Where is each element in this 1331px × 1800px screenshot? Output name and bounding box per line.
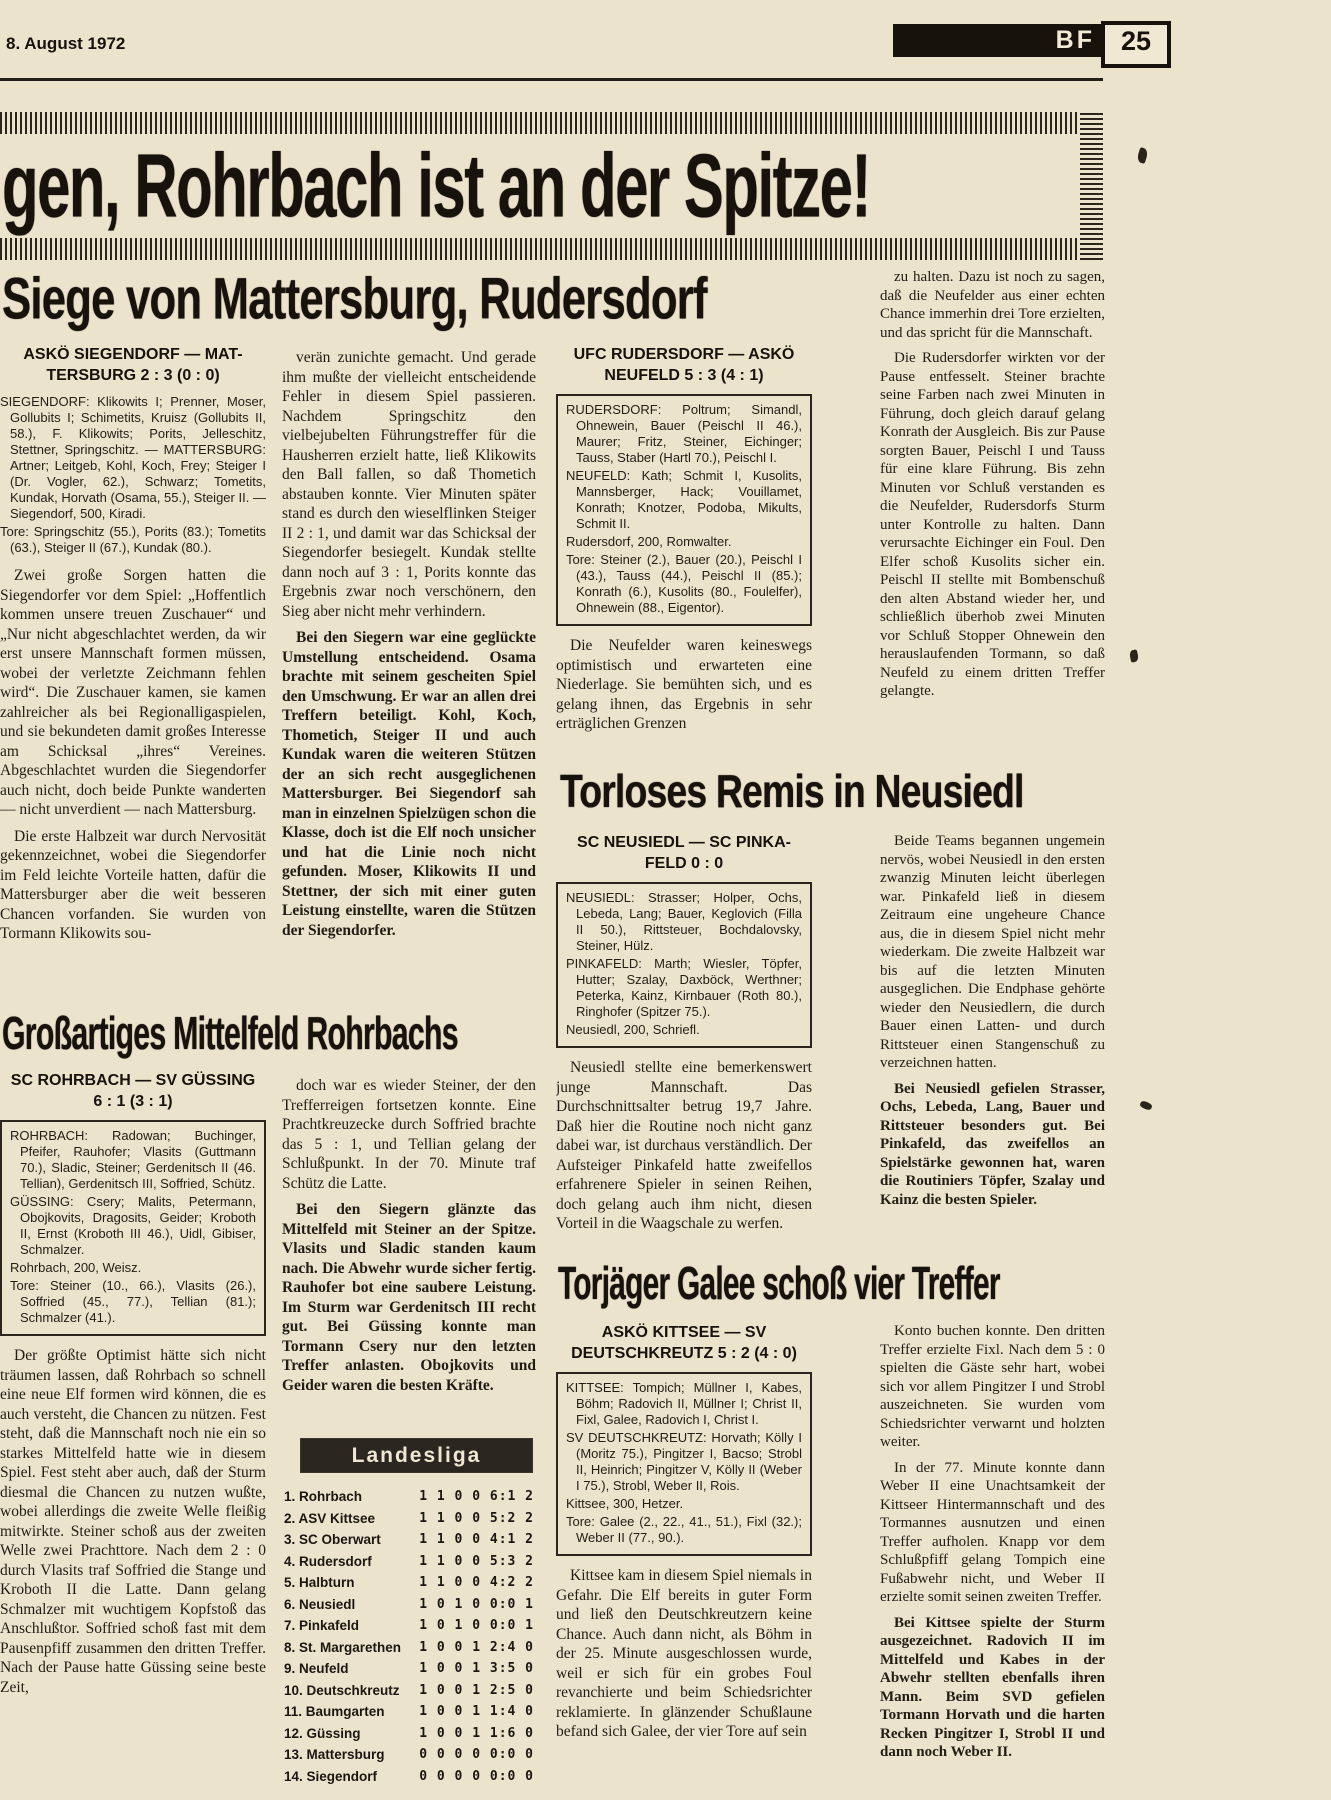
lineup-goals: Tore: Steiner (2.), Bauer (20.), Peischl I (43.), Tauss (44.), Peischl II (85.); Konrath (6.), Kusolits (80., Foulelfer), Ohnewein (88., Eigentor).: [566, 552, 802, 615]
lineup-team-home: KITTSEE: Tompich; Müllner I, Kabes, Böhm; Radovich II, Müllner I; Christ II, Fixl, Galee, Radovich I, Christ I.: [566, 1380, 802, 1427]
body-paragraph: In der 77. Minute konnte dann Weber II eine Unachtsamkeit der Kittseer Hintermannschaft und des Tormannes ausnutzen und einen Treffer aufholen. Knapp vor dem Schlußpfiff gelang Tompich eine Fußabwehr nicht, und Weber II erzielte somit seinen zweiten Treffer.: [880, 1459, 1105, 1605]
team-record: 1 0 1 0 0:0 1: [419, 1596, 534, 1612]
article-rudersdorf-col4: [880, 268, 1105, 762]
banner-headline: gen, Rohrbach ist an der Spitze!: [2, 136, 870, 237]
team-record: 0 0 0 0 0:0 0: [419, 1747, 534, 1762]
team-name: 4. Rudersdorf: [284, 1553, 372, 1569]
article-rudersdorf-col3: [556, 344, 812, 764]
ink-speck: [1136, 147, 1149, 164]
table-row: [284, 1701, 534, 1723]
table-row: [284, 1529, 534, 1551]
lead-headline: Siege von Mattersburg, Rudersdorf: [2, 264, 707, 332]
table-row: [284, 1508, 534, 1530]
match-subhead-rudersdorf: [556, 344, 812, 386]
article-neusiedl-col3: [556, 832, 812, 1254]
lineup-team-away: PINKAFELD: Marth; Wiesler, Töpfer, Hutter; Szalay, Daxböck, Werthner; Peterka, Kainz, Kirnbauer (Roth 80.), Ringhofer (Spitzer 75.).: [566, 956, 802, 1019]
lineup-box-kittsee: [556, 1372, 812, 1556]
team-record: 1 0 0 1 3:5 0: [419, 1661, 534, 1676]
lineup-box-siegendorf: [0, 394, 266, 556]
lineup-team-home: ROHRBACH: Radowan; Buchinger, Pfeifer, Rauhofer; Vlasits (Guttmann 70.), Sladic, Steiner; Gerdenitsch II (46. Tellian), Gerdenitsch III, Soffried, Schütz.: [10, 1128, 256, 1191]
body-paragraph-bold: Bei Neusiedl gefielen Strasser, Ochs, Lebeda, Lang, Bauer und Rittsteuer besonders gut. Bei Pinkafeld, das zweifellos an Spielstärke gewonnen hat, waren die Routiniers Töpfer, Szalay und Kainz die besten Spieler.: [880, 1080, 1105, 1208]
team-record: 1 0 0 1 1:6 0: [419, 1725, 534, 1741]
banner-hatch-top: [0, 112, 1078, 134]
lineup-teams: SIEGENDORF: Klikowits I; Prenner, Moser, Gollubits I; Schimetits, Kruisz (Gollubits II, 58.), F. Klikowits; Porits, Jelleschitz, Stettner, Springschitz. — MATTERSBURG: Artner; Leitgeb, Kohl, Koch, Frey; Steiger I (Dr. Vogler, 62.), Schwarz; Tometits, Kundak, Horvath (Osama, 55.), Steiger II. — Siegendorf, 500, Kiradi.: [0, 394, 266, 521]
ink-speck: [1129, 649, 1139, 662]
table-row: [284, 1551, 534, 1573]
team-record: 1 1 0 0 5:2 2: [419, 1510, 534, 1526]
article-neusiedl-col4: [880, 832, 1105, 1254]
match-subhead-line1: SC NEUSIEDL — SC PINKA-: [577, 834, 791, 851]
lineup-goals: Tore: Steiner (10., 66.), Vlasits (26.), Soffried (45., 77.), Tellian (81.); Schmalzer (41.).: [10, 1278, 256, 1325]
table-row: [284, 1744, 534, 1766]
masthead-logo: BF: [1055, 26, 1095, 54]
match-subhead-line2: TERSBURG 2 : 3 (0 : 0): [46, 367, 220, 384]
match-subhead-rohrbach: [0, 1070, 266, 1112]
team-name: 10. Deutschkreutz: [284, 1682, 400, 1698]
team-name: 3. SC Oberwart: [284, 1532, 381, 1547]
body-paragraph: Beide Teams begannen ungemein nervös, wobei Neusiedl in den ersten zwanzig Minuten leicht überlegen war. Pinkafeld ließ in diesem Zeitraum eine ungeheure Chance aus, die in diesem Spiel nicht mehr wiederkam. Die zweite Halbzeit war bis auf die letzten Minuten ausgeglichen. Die Endphase gehörte wieder den Neusiedlern, die durch Bauer einen Latten- und durch Rittsteuer einen Stangenschuß zu verzeichnen hatten.: [880, 833, 1105, 1071]
team-name: 6. Neusiedl: [284, 1596, 356, 1612]
league-table-header: Landesliga: [300, 1438, 533, 1473]
section-headline-kittsee: Torjäger Galee schoß vier Treffer: [558, 1257, 1000, 1309]
body-paragraph: Die Neufelder waren keineswegs optimistisch und erwarteten eine Niederlage. Sie bemühten sich, und es gelang ihnen, das Ergebnis in sehr erträglichen Grenzen: [556, 637, 812, 732]
match-subhead-line1: UFC RUDERSDORF — ASKÖ: [573, 346, 795, 363]
team-name: 11. Baumgarten: [284, 1704, 385, 1719]
body-paragraph: Konto buchen konnte. Den dritten Treffer erzielte Fixl. Nach dem 5 : 0 spielten die Gäste sehr hart, wobei sich vor allem Pingitzer I und Strobl auszeichneten. Sie wurden vom Schiedsrichter verwarnt und holzten weiter.: [880, 1323, 1105, 1450]
body-paragraph-bold: Bei den Siegern glänzte das Mittelfeld mit Steiner an der Spitze. Vlasits und Sladic standen kaum nach. Die Abwehr wurde sicher fertig. Rauhofer bot eine saubere Leistung. Im Sturm war Gerdenitsch III recht gut. Bei Güssing konnte man Tormann Csery nur den letzten Treffer anlasten. Obojkovits und Geider waren die besten Kräfte.: [282, 1201, 536, 1394]
lineup-team-home: NEUSIEDL: Strasser; Holper, Ochs, Lebeda, Lang; Bauer, Keglovich (Filla II 50.), Rittsteuer, Bochdalovsky, Steiner, Hülz.: [566, 890, 802, 953]
article-siegendorf-col2: [282, 348, 536, 1006]
banner-hatch-right: [1080, 112, 1103, 260]
match-subhead-line1: ASKÖ KITTSEE — SV: [601, 1324, 767, 1341]
team-name: 1. Rohrbach: [284, 1489, 363, 1504]
page-number: 25: [1120, 26, 1152, 56]
banner-hatch-bottom: [0, 238, 1078, 260]
match-subhead-kittsee: [556, 1322, 812, 1364]
table-row: [284, 1637, 534, 1659]
lineup-team-home: RUDERSDORF: Poltrum; Simandl, Ohnewein, Bauer (Peischl II 46.), Maurer; Fritz, Steiner, Eichinger; Tauss, Staber (Hartl 70.), Peischl I.: [566, 402, 802, 465]
masthead-logo-bar: [893, 24, 1135, 57]
body-paragraph: Die erste Halbzeit war durch Nervosität gekennzeichnet, wobei die Siegendorfer im Feld leichte Vorteile hatten, dafür die Mattersburger aber die weit besseren Chancen vorfanden. Sie wurden von Tormann Klikowits sou-: [0, 827, 266, 942]
team-name: 7. Pinkafeld: [284, 1618, 360, 1633]
table-row: [284, 1594, 534, 1616]
match-subhead-neusiedl: [556, 832, 812, 874]
team-record: 1 1 0 0 4:2 2: [419, 1575, 534, 1590]
lineup-team-away: NEUFELD: Kath; Schmit I, Kusolits, Mannsberger, Hack; Vouillamet, Konrath; Knotzer, Podoba, Mikults, Schmit II.: [566, 468, 802, 531]
lineup-venue: Kittsee, 300, Hetzer.: [566, 1496, 684, 1511]
team-name: 2. ASV Kittsee: [284, 1510, 376, 1526]
body-paragraph: zu halten. Dazu ist noch zu sagen, daß die Neufelder aus einer echten Chance immerhin drei Tore erzielten, und das spricht für die Mannschaft.: [880, 269, 1105, 341]
body-paragraph: Kittsee kam in diesem Spiel niemals in Gefahr. Die Elf bereits in guter Form und ließ den Deutschkreutzern keine Chance. Auch dann nicht, als Böhm in der 25. Minute ausgeschlossen wurde, weil er sich für ein grobes Foul revanchierte und beim Schiedsrichter reklamierte. In glänzender Schußlaune befand sich Galee, der vier Tore auf sein: [556, 1567, 812, 1740]
lineup-venue: Rudersdorf, 200, Romwalter.: [566, 534, 732, 549]
lineup-team-away: GÜSSING: Csery; Malits, Petermann, Obojkovits, Dragosits, Geider; Kroboth II, Ernst (Kroboth III 46.), Uidl, Gibiser, Schmalzer.: [10, 1194, 256, 1257]
match-subhead-line1: SC ROHRBACH — SV GÜSSING: [10, 1072, 256, 1089]
article-kittsee-col4: [880, 1322, 1105, 1800]
article-kittsee-col3: [556, 1322, 812, 1800]
match-subhead-line2: FELD 0 : 0: [644, 855, 724, 872]
team-record: 1 1 0 0 4:1 2: [419, 1532, 534, 1547]
match-subhead-line2: DEUTSCHKREUTZ 5 : 2 (4 : 0): [571, 1345, 797, 1362]
lineup-goals: Tore: Galee (2., 22., 41., 51.), Fixl (32.); Weber II (77., 90.).: [566, 1514, 802, 1545]
lineup-team-away: SV DEUTSCHKREUTZ: Horvath; Kölly I (Moritz 75.), Pingitzer I, Bacso; Strobl II, Heinrich; Pingitzer V, Kölly II (Weber I 75.), Strobl, Weber II, Rois.: [566, 1430, 802, 1493]
team-name: 14. Siegendorf: [284, 1768, 378, 1784]
article-siegendorf-col1: [0, 344, 266, 1006]
team-record: 1 0 0 1 1:4 0: [419, 1704, 534, 1719]
body-paragraph: Die Rudersdorfer wirkten vor der Pause entfesselt. Steiner brachte seine Farben nach zwei Minuten in Führung, doch gleich darauf gelang Konrath der Ausgleich. Bis zur Pause sorgten Bauer, Peischl I und Tauss für eine klare Führung. Bis zehn Minuten vor Schluß verstanden es die Neufelder, Rudersdorfs Sturm unter Kontrolle zu halten. Dann verursachte Eichinger ein Foul. Den Elfer schoß Kusolits sicher ein. Peischl II stellte mit Bombenschuß den alten Abstand wieder her, und schließlich überhob zwei Minuten vor Schluß Stopper Ohnewein den herauslaufenden Tormann, so daß Neufeld zu einem dritten Treffer gelangte.: [880, 350, 1105, 699]
table-row: [284, 1486, 534, 1508]
body-paragraph: Neusiedl stellte eine bemerkenswert junge Mannschaft. Das Durchschnittsalter betrug 19,7 Jahre. Daß hier die Routine noch nicht ganz dabei war, ist durchaus verständlich. Der Aufsteiger Pinkafeld hatte zweifellos erfahrenere Spieler in seinen Reihen, doch gelang auch ihm nicht, diesen Vorteil in die Waagschale zu werfen.: [556, 1059, 812, 1232]
body-paragraph: Zwei große Sorgen hatten die Siegendorfer vor dem Spiel: „Hoffentlich kommen unsere treuen Zuschauer“ und „Nur nicht abgeschlachtet werden, da wir erst unsere Mannschaft formen müssen, wobei der verletzte Zeichmann fehlen wird“. Die Zuschauer kamen, sie kamen zahlreicher als bei Regionalligaspielen, und sie bekundeten damit großes Interesse am Schicksal „ihres“ Vereines. Abgeschlachtet wurden die Siegendorfer auch nicht, doch beide Punkte wanderten — nicht unverdient — nach Mattersburg.: [0, 567, 266, 818]
team-name: 5. Halbturn: [284, 1575, 355, 1590]
table-row: [284, 1658, 534, 1680]
league-table: [284, 1486, 534, 1787]
lineup-venue: Rohrbach, 200, Weisz.: [10, 1260, 142, 1275]
table-row: [284, 1680, 534, 1702]
ink-speck: [1139, 1100, 1153, 1111]
table-row: [284, 1723, 534, 1745]
lineup-box-rohrbach: [0, 1120, 266, 1336]
team-name: 8. St. Margarethen: [284, 1639, 402, 1655]
lineup-box-rudersdorf: [556, 394, 812, 626]
team-record: 1 0 0 1 2:5 0: [419, 1682, 534, 1698]
match-subhead-line1: ASKÖ SIEGENDORF — MAT-: [23, 346, 243, 363]
article-rohrbach-col2: [282, 1076, 536, 1432]
team-name: 9. Neufeld: [284, 1661, 349, 1676]
body-paragraph: Der größte Optimist hätte sich nicht träumen lassen, daß Rohrbach so schnell eine neue Elf formen wird können, die es auch versteht, die Chancen zu nützen. Fest steht, daß die Mannschaft noch nie ein so starkes Mittelfeld hatte wie in diesem Spiel. Fest steht aber auch, daß der Sturm diesmal die Chancen zu nutzen wußte, wobei allerdings die zweite Welle fleißig mitwirkte. Steiner schoß aus der zweiten Welle zwei Prachttore. Nach dem 2 : 0 durch Vlasits traf Soffried die Stange und Kroboth II die Latte. Dann gelang Schmalzer mit wuchtigem Kopfstoß das Anschlußtor. Soffried schoß fast mit dem Pausenpfiff zusammen den dritten Treffer. Nach der Pause hatte Güssing seine beste Zeit,: [0, 1347, 266, 1696]
match-subhead-line2: NEUFELD 5 : 3 (4 : 1): [604, 367, 764, 384]
team-name: 12. Güssing: [284, 1725, 361, 1741]
masthead-date: 8. August 1972: [6, 34, 126, 53]
team-record: 1 1 0 0 5:3 2: [419, 1553, 534, 1569]
table-row: [284, 1766, 534, 1788]
team-record: 1 1 0 0 6:1 2: [419, 1489, 534, 1504]
table-row: [284, 1615, 534, 1637]
team-record: 1 0 1 0 0:0 1: [419, 1618, 534, 1633]
body-paragraph: doch war es wieder Steiner, der den Trefferreigen fortsetzen konnte. Eine Prachtkreuzecke durch Soffried brachte das 5 : 1, und Tellian gelang der Schlußpunkt. In der 70. Minute traf Schütz die Latte.: [282, 1077, 536, 1192]
section-headline-rohrbach: Großartiges Mittelfeld Rohrbachs: [2, 1007, 458, 1059]
lineup-venue: Neusiedl, 200, Schriefl.: [566, 1022, 700, 1037]
lineup-goals: Tore: Springschitz (55.), Porits (83.); Tometits (63.), Steiger II (67.), Kundak (80.).: [0, 524, 266, 555]
masthead-rule: [0, 78, 1103, 81]
section-headline-neusiedl: Torloses Remis in Neusiedl: [560, 766, 1024, 818]
table-row: [284, 1572, 534, 1594]
page-number-box: [1101, 21, 1171, 68]
lineup-box-neusiedl: [556, 882, 812, 1048]
team-record: 1 0 0 1 2:4 0: [419, 1639, 534, 1655]
team-name: 13. Mattersburg: [284, 1747, 385, 1762]
article-rohrbach-col1: [0, 1070, 266, 1800]
team-record: 0 0 0 0 0:0 0: [419, 1768, 534, 1784]
body-paragraph: verän zunichte gemacht. Und gerade ihm mußte der vielleicht entscheidende Fehler in diesem Spiel passieren. Nachdem Springschitz den vielbejubelten Führungstreffer für die Hausherren erzielt hatte, ließ Klikowits den Ball fallen, so daß Thometich abstauben konnte. Vier Minuten später stand es durch den wieselflinken Steiger II 2 : 1, und damit war das Schicksal der Siegendorfer besiegelt. Kundak stellte dann noch auf 3 : 1, Porits konnte das Ergebnis zwar noch verschönern, den Sieg aber nicht mehr verhindern.: [282, 349, 536, 620]
match-subhead-siegendorf: [0, 344, 266, 386]
match-subhead-line2: 6 : 1 (3 : 1): [93, 1093, 173, 1110]
body-paragraph-bold: Bei den Siegern war eine geglückte Umstellung entscheidend. Osama brachte mit seinem gescheiten Spiel den Umschwung. Er war an allen drei Treffern beteiligt. Kohl, Koch, Thometich, Steiger II und auch Kundak waren die weiteren Stützen der an sich recht ausgeglichenen Mattersburger. Bei Siegendorf sah man in einzelnen Spielzügen schon die Klasse, doch ist die Elf noch unsicher und hat die Linie noch nicht gefunden. Moser, Klikowits II und Stettner, der sich mit einer guten Leistung einstellte, waren die Stützen der Siegendorfer.: [282, 629, 536, 939]
body-paragraph-bold: Bei Kittsee spielte der Sturm ausgezeichnet. Radovich II im Mittelfeld und Kabes in der Abwehr stellten ebenfalls ihren Mann. Beim SVD gefielen Tormann Horvath und die harten Recken Pingitzer I, Strobl II und dann noch Weber II.: [880, 1614, 1105, 1760]
